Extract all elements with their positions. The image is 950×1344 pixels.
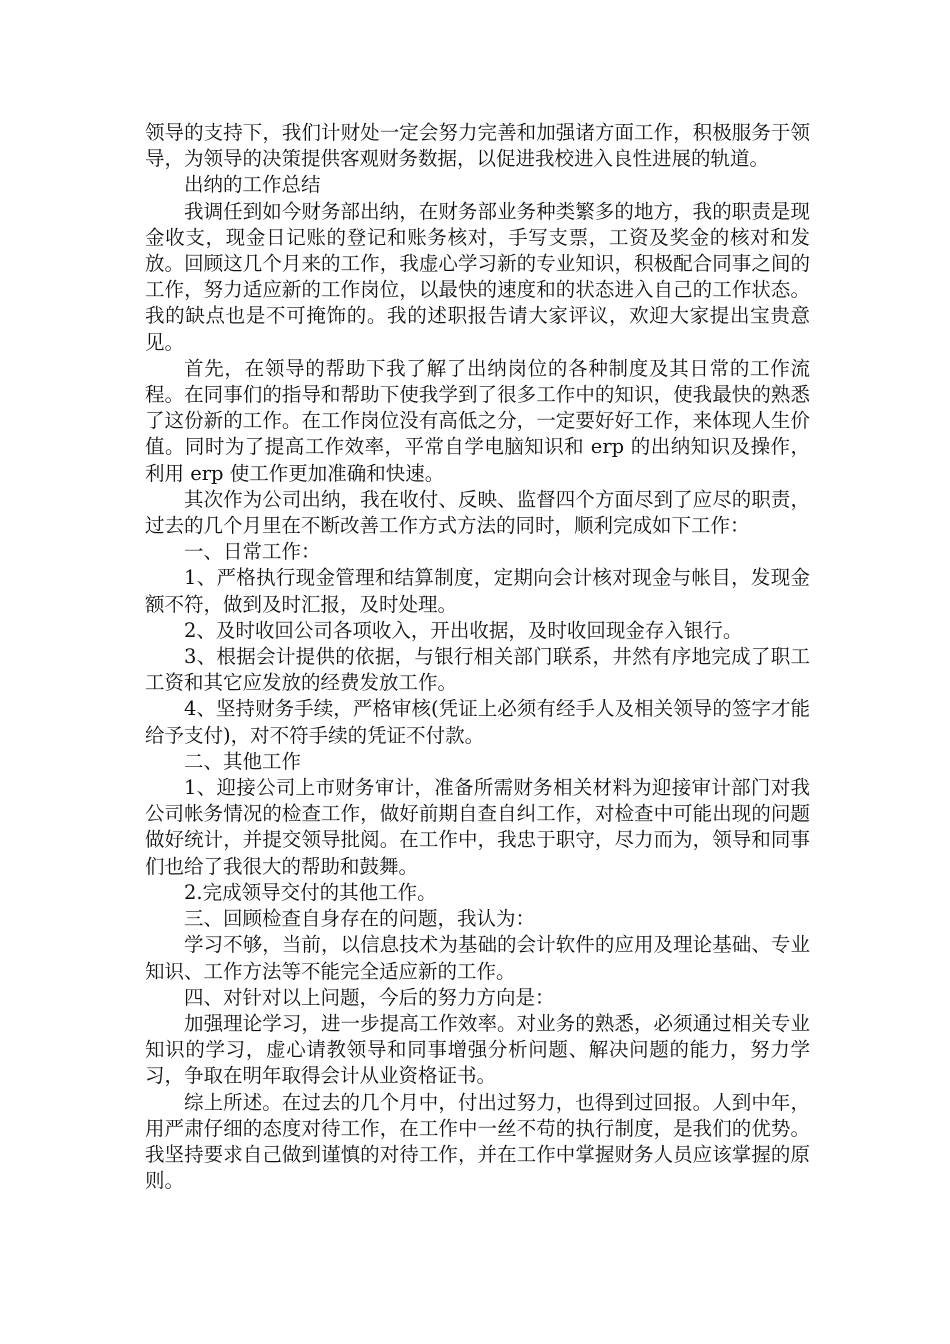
paragraph: 综上所述。在过去的几个月中，付出过努力，也得到过回报。人到中年，用严肃仔细的态度对待工作，在工作中一丝不苟的执行制度，是我们的优势。我坚持要求自己做到谨慎的对待工作，并在工作中掌握财务人员应该掌握的原则。	[145, 1090, 810, 1193]
section-heading: 三、回顾检查自身存在的问题，我认为：	[184, 907, 536, 931]
list-item: 3、根据会计提供的依据，与银行相关部门联系，井然有序地完成了职工工资和其它应发放的经费发放工作。	[145, 645, 810, 695]
section-heading: 二、其他工作	[184, 749, 302, 773]
paragraph: 其次作为公司出纳，我在收付、反映、监督四个方面尽到了应尽的职责，过去的几个月里在不断改善工作方式方法的同时，顺利完成如下工作：	[145, 487, 810, 538]
paragraph: 首先，在领导的帮助下我了解了出纳岗位的各种制度及其日常的工作流程。在同事们的指导和帮助下使我学到了很多工作中的知识，使我最快的熟悉了这份新的工作。在工作岗位没有高低之分，一定要好好工作，来体现人生价值。同时为了提高工作效率，平常自学电脑知识和 erp 的出纳知识及操作，利用 erp 使工作更加准确和快速。	[145, 356, 810, 485]
paragraph: 领导的支持下，我们计财处一定会努力完善和加强诸方面工作，积极服务于领导，为领导的决策提供客观财务数据，以促进我校进入良性进展的轨道。	[145, 121, 810, 171]
paragraph: 学习不够，当前，以信息技术为基础的会计软件的应用及理论基础、专业知识、工作方法等不能完全适应新的工作。	[145, 933, 810, 983]
list-item: 1、严格执行现金管理和结算制度，定期向会计核对现金与帐目，发现金额不符，做到及时汇报，及时处理。	[145, 566, 810, 616]
list-item: 2、及时收回公司各项收入，开出收据，及时收回现金存入银行。	[184, 618, 743, 642]
document-body	[145, 120, 810, 1194]
section-heading: 一、日常工作：	[184, 540, 321, 564]
list-item: 4、坚持财务手续，严格审核(凭证上必须有经手人及相关领导的签字才能给予支付)，对不符手续的凭证不付款。	[145, 697, 810, 747]
paragraph: 加强理论学习，进一步提高工作效率。对业务的熟悉，必须通过相关专业知识的学习，虚心请教领导和同事增强分析问题、解决问题的能力，努力学习，争取在明年取得会计从业资格证书。	[145, 1011, 810, 1088]
section-heading: 四、对针对以上问题，今后的努力方向是：	[184, 985, 555, 1009]
list-item: 1、迎接公司上市财务审计，准备所需财务相关材料为迎接审计部门对我公司帐务情况的检查工作，做好前期自查自纠工作，对检查中可能出现的问题做好统计，并提交领导批阅。在工作中，我忠于职守，尽力而为，领导和同事们也给了我很大的帮助和鼓舞。	[145, 776, 810, 878]
paragraph: 我调任到如今财务部出纳，在财务部业务种类繁多的地方，我的职责是现金收支，现金日记账的登记和账务核对，手写支票，工资及奖金的核对和发放。回顾这几个月来的工作，我虚心学习新的专业知识，积极配合同事之间的工作，努力适应新的工作岗位，以最快的速度和的状态进入自己的工作状态。我的缺点也是不可掩饰的。我的述职报告请大家评议，欢迎大家提出宝贵意见。	[145, 199, 810, 354]
section-heading: 出纳的工作总结	[184, 173, 321, 197]
list-item: 2.完成领导交付的其他工作。	[184, 880, 437, 904]
